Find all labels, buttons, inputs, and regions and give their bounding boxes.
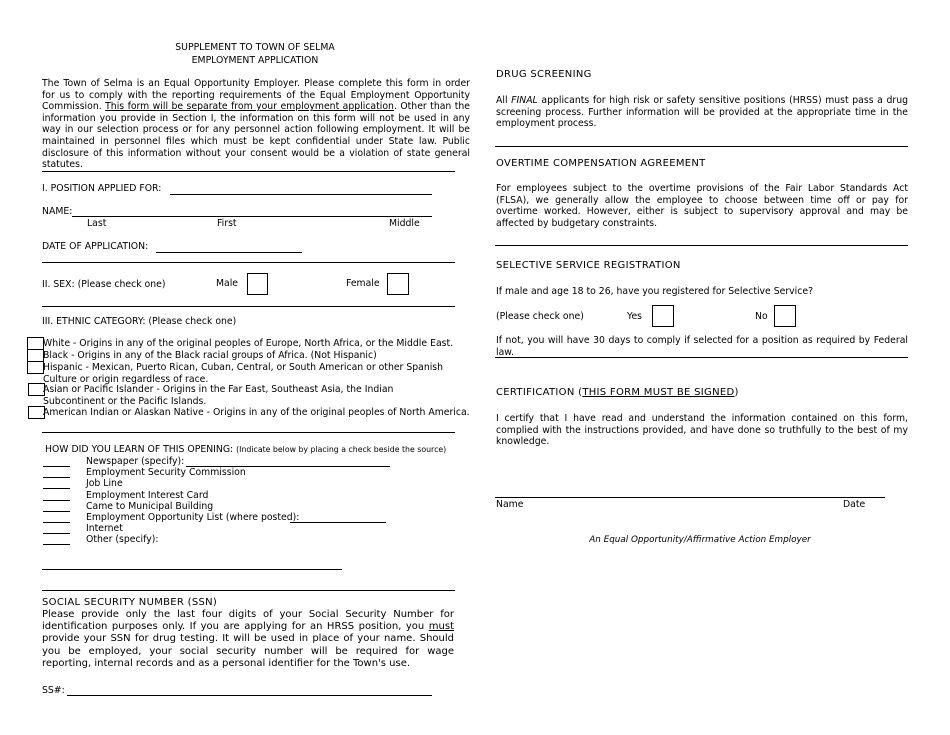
selective-text-1: If not, you will have 30 days to comply if selected for a position as required by: [496, 335, 874, 346]
date-field[interactable]: [156, 252, 302, 253]
ssn-text-1: Please provide only the last four digits of your Social Security Number for identification purposes only. If you are applying for an HRSS position, you: [42, 609, 454, 633]
source-note: (Indicate below by placing a check beside the source): [236, 445, 447, 454]
ssn-must: must: [428, 621, 454, 633]
ethnic-option-native: American Indian or Alaskan Native - Origins in any of the original peoples of North America.: [43, 407, 470, 418]
cert-text: I certify that I have read and understand the information contained on this form, complied with the instructions provided, and have done so truthfully to the best of my knowledge.: [496, 413, 908, 448]
ethnic-option-white: White - Origins in any of the original peoples of Europe, North Africa, or the Middle East.: [43, 338, 454, 349]
date-label: DATE OF APPLICATION:: [42, 241, 149, 252]
no-checkbox[interactable]: [774, 305, 796, 327]
divider: [42, 306, 455, 307]
newspaper-field[interactable]: [186, 466, 390, 467]
selective-text: [496, 335, 908, 358]
other-source-field[interactable]: [42, 569, 342, 570]
source-check-line[interactable]: [43, 477, 70, 478]
drug-final: FINAL: [511, 95, 538, 106]
ethnic-option-hispanic: Hispanic - Mexican, Puerto Rican, Cuban, Central, or South American or other Spanish Culture or origin regardless of race.: [43, 362, 444, 385]
male-checkbox[interactable]: [247, 273, 268, 295]
divider: [495, 357, 908, 358]
intro-underlined: This form will be separate from your employment application: [105, 101, 394, 113]
source-option: Newspaper (specify):: [86, 456, 185, 467]
cert-title-end: ): [734, 387, 739, 398]
source-check-line[interactable]: [43, 533, 70, 534]
source-option: Other (specify):: [86, 534, 159, 545]
source-check-line[interactable]: [43, 511, 70, 512]
name-field[interactable]: [72, 216, 432, 217]
divider: [495, 245, 908, 246]
last-label: Last: [87, 218, 107, 229]
overtime-text: For employees subject to the overtime provisions of the Fair Labor Standards Act (FLSA), we generally allow the employee to choose between time off or pay for overtime worked. However, either is subject to supervisory approval and may be affected by budgetary constraints.: [496, 183, 908, 229]
cert-title-u: THIS FORM MUST BE SIGNED: [582, 387, 735, 398]
yes-label: Yes: [627, 311, 643, 322]
ethnic-checkbox-hispanic[interactable]: [27, 361, 44, 374]
selective-title: SELECTIVE SERVICE REGISTRATION: [496, 260, 681, 271]
source-title: HOW DID YOU LEARN OF THIS OPENING:: [45, 444, 237, 455]
posted-field[interactable]: [290, 522, 386, 523]
source-option: Employment Security Commission: [86, 467, 246, 478]
source-check-line[interactable]: [43, 466, 70, 467]
ssn-field[interactable]: [67, 695, 432, 696]
ethnic-option-black: Black - Origins in any of the Black racial groups of Africa. (Not Hispanic): [43, 350, 377, 361]
ssn-text-2: provide your SSN for drug testing. It will be used in place of your name. Should you be employed, your social security number will be required for wage reporting, internal records and as a personal identifier for the Town's use.: [42, 633, 454, 669]
male-label: Male: [216, 278, 239, 289]
source-check-line[interactable]: [43, 522, 70, 523]
intro-paragraph: [42, 78, 470, 171]
selective-check-label: (Please check one): [496, 311, 584, 322]
signature-name-label: Name: [496, 499, 524, 510]
source-check-line[interactable]: [43, 544, 70, 545]
drug-text-1: All: [496, 95, 512, 106]
footer-eoe: An Equal Opportunity/Affirmative Action Employer: [589, 535, 811, 545]
ssn-text: [42, 609, 454, 670]
female-checkbox[interactable]: [387, 273, 409, 295]
cert-title-1: CERTIFICATION (: [496, 387, 583, 398]
overtime-title: OVERTIME COMPENSATION AGREEMENT: [496, 158, 706, 169]
ethnic-label: III. ETHNIC CATEGORY: (Please check one): [42, 316, 237, 327]
signature-field[interactable]: [495, 497, 885, 498]
source-check-line[interactable]: [43, 488, 70, 489]
divider: [42, 171, 455, 172]
no-label: No: [755, 311, 768, 322]
source-option: Employment Opportunity List (where posted):: [86, 512, 300, 523]
sex-label: II. SEX: (Please check one): [42, 279, 166, 290]
drug-text-2: applicants for high risk or safety sensitive positions (HRSS) must pass a drug screening process. Further information will be provided at the appropriate time in the employment process.: [496, 95, 909, 130]
ssn-label: SS#:: [42, 685, 65, 696]
intro-text-2: . Other than the information you provide in Section I, the information on this form will not be used in any way in our selection process or for any personnel action following employment. It will be maintained in personnel files which must be kept confidential under State law. Public disclosure of this information without your consent would be a violation of state general statutes.: [42, 101, 470, 171]
signature-date-label: Date: [843, 499, 866, 510]
middle-label: Middle: [389, 218, 420, 229]
divider: [42, 590, 455, 591]
female-label: Female: [346, 278, 380, 289]
position-label: I. POSITION APPLIED FOR:: [42, 183, 162, 194]
source-option: Employment Interest Card: [86, 490, 209, 501]
intro-text: The Town of Selma is an Equal Opportunity Employer. Please complete this form in order for us to comply with the reporting requirements of the Equal Employment Opportunity Commission.: [42, 78, 470, 113]
source-label: [45, 444, 446, 455]
position-field[interactable]: [170, 194, 432, 195]
ethnic-option-asian: Asian or Pacific Islander - Origins in the Far East, Southeast Asia, the Indian Subcontinent or the Pacific Islands.: [43, 384, 394, 407]
source-option: Internet: [86, 523, 123, 534]
source-option: Came to Municipal Building: [86, 501, 214, 512]
source-check-line[interactable]: [43, 500, 70, 501]
selective-question: If male and age 18 to 26, have you registered for Selective Service?: [496, 286, 814, 297]
source-option: Job Line: [86, 478, 123, 489]
divider: [42, 262, 455, 263]
ssn-title: SOCIAL SECURITY NUMBER (SSN): [42, 597, 218, 608]
divider: [495, 146, 908, 147]
first-label: First: [217, 218, 237, 229]
drug-text: [496, 95, 908, 130]
name-label: NAME:: [42, 206, 73, 217]
divider: [42, 432, 455, 433]
federal-law: Federal law.: [496, 335, 908, 358]
drug-title: DRUG SCREENING: [496, 69, 592, 80]
yes-checkbox[interactable]: [652, 305, 674, 327]
title-line1: SUPPLEMENT TO TOWN OF SELMA: [175, 42, 335, 53]
cert-title: [496, 387, 739, 398]
title-line2: EMPLOYMENT APPLICATION: [191, 55, 319, 66]
